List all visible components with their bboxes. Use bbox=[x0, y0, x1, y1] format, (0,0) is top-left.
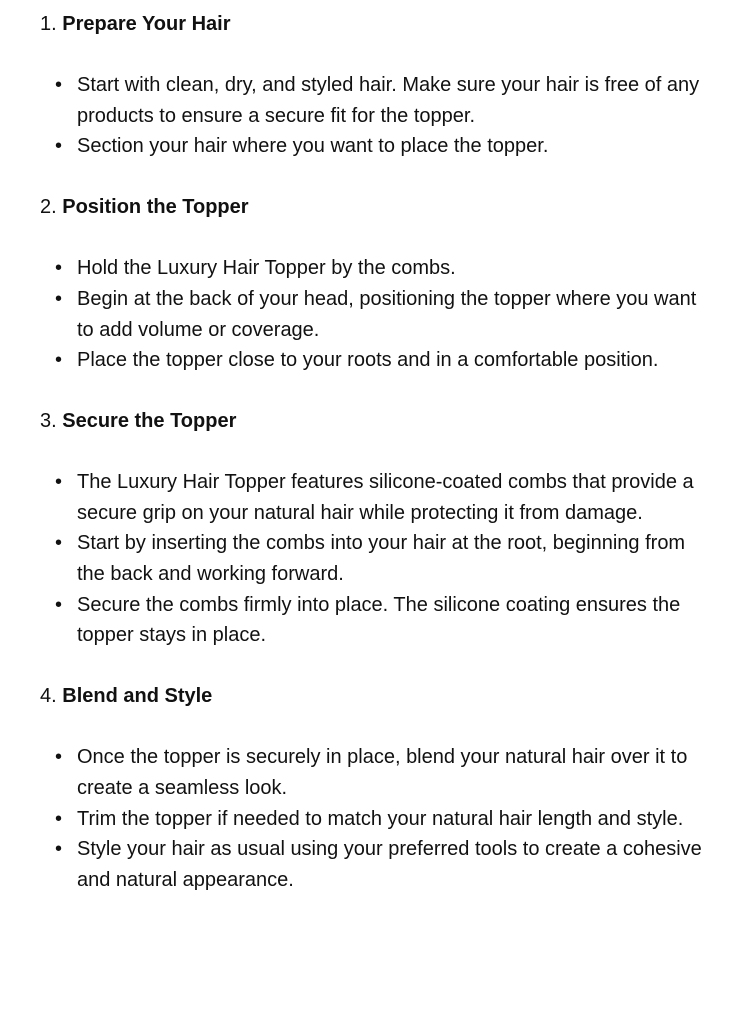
list-item-text: Start with clean, dry, and styled hair. Make sure your hair is free of any products to ensure a secure fit for the topper. bbox=[77, 74, 700, 127]
list-item bbox=[40, 131, 710, 162]
list-item bbox=[40, 345, 710, 376]
list-item-text: The Luxury Hair Topper features silicone-coated combs that provide a secure grip on your natural hair while protecting it from damage. bbox=[77, 470, 694, 524]
step-number: 3. bbox=[40, 409, 57, 432]
bullet-icon: • bbox=[55, 135, 63, 158]
step-title: Prepare Your Hair bbox=[62, 13, 231, 35]
list-item bbox=[40, 70, 710, 131]
step-heading bbox=[40, 9, 710, 39]
list-item bbox=[40, 253, 710, 284]
bullet-icon: • bbox=[55, 746, 63, 769]
step-bullet-list bbox=[40, 70, 710, 162]
step-3 bbox=[40, 406, 710, 651]
bullet-icon: • bbox=[55, 807, 63, 830]
bullet-icon: • bbox=[55, 838, 63, 861]
step-number: 1. bbox=[40, 13, 57, 35]
step-number: 4. bbox=[40, 685, 57, 708]
list-item-text: Secure the combs firmly into place. The silicone coating ensures the topper stays in place. bbox=[77, 593, 681, 647]
step-heading bbox=[40, 406, 710, 436]
step-heading bbox=[40, 681, 710, 711]
instructions-document bbox=[40, 9, 710, 896]
list-item-text: Section your hair where you want to place the topper. bbox=[77, 135, 549, 158]
list-item-text: Once the topper is securely in place, blend your natural hair over it to create a seamless look. bbox=[77, 746, 688, 799]
step-1 bbox=[40, 9, 710, 162]
step-bullet-list bbox=[40, 253, 710, 376]
list-item bbox=[40, 590, 710, 651]
bullet-icon: • bbox=[55, 74, 63, 96]
list-item bbox=[40, 284, 710, 345]
step-4 bbox=[40, 681, 710, 896]
section-spacer bbox=[40, 376, 710, 406]
list-item bbox=[40, 528, 710, 589]
section-spacer bbox=[40, 162, 710, 192]
step-title: Position the Topper bbox=[62, 196, 249, 219]
list-item-text: Start by inserting the combs into your hair at the root, beginning from the back and working forward. bbox=[77, 532, 686, 586]
step-2 bbox=[40, 192, 710, 376]
list-item-text: Trim the topper if needed to match your natural hair length and style. bbox=[77, 807, 684, 830]
list-item bbox=[40, 834, 710, 895]
bullet-icon: • bbox=[55, 257, 63, 280]
list-item bbox=[40, 467, 710, 528]
step-bullet-list bbox=[40, 467, 710, 651]
step-title: Secure the Topper bbox=[62, 409, 237, 432]
step-bullet-list bbox=[40, 742, 710, 896]
list-item-text: Begin at the back of your head, positioning the topper where you want to add volume or coverage. bbox=[77, 287, 697, 341]
bullet-icon: • bbox=[55, 349, 63, 372]
list-item-text: Place the topper close to your roots and in a comfortable position. bbox=[77, 349, 659, 372]
bullet-icon: • bbox=[55, 470, 63, 493]
bullet-icon: • bbox=[55, 593, 63, 616]
step-number: 2. bbox=[40, 196, 57, 219]
list-item-text: Style your hair as usual using your preferred tools to create a cohesive and natural appearance. bbox=[77, 838, 702, 891]
bullet-icon: • bbox=[55, 287, 63, 310]
section-spacer bbox=[40, 651, 710, 681]
list-item bbox=[40, 804, 710, 835]
step-title: Blend and Style bbox=[62, 685, 213, 708]
list-item-text: Hold the Luxury Hair Topper by the combs. bbox=[77, 257, 456, 280]
bullet-icon: • bbox=[55, 532, 63, 555]
list-item bbox=[40, 742, 710, 803]
step-heading bbox=[40, 192, 710, 222]
